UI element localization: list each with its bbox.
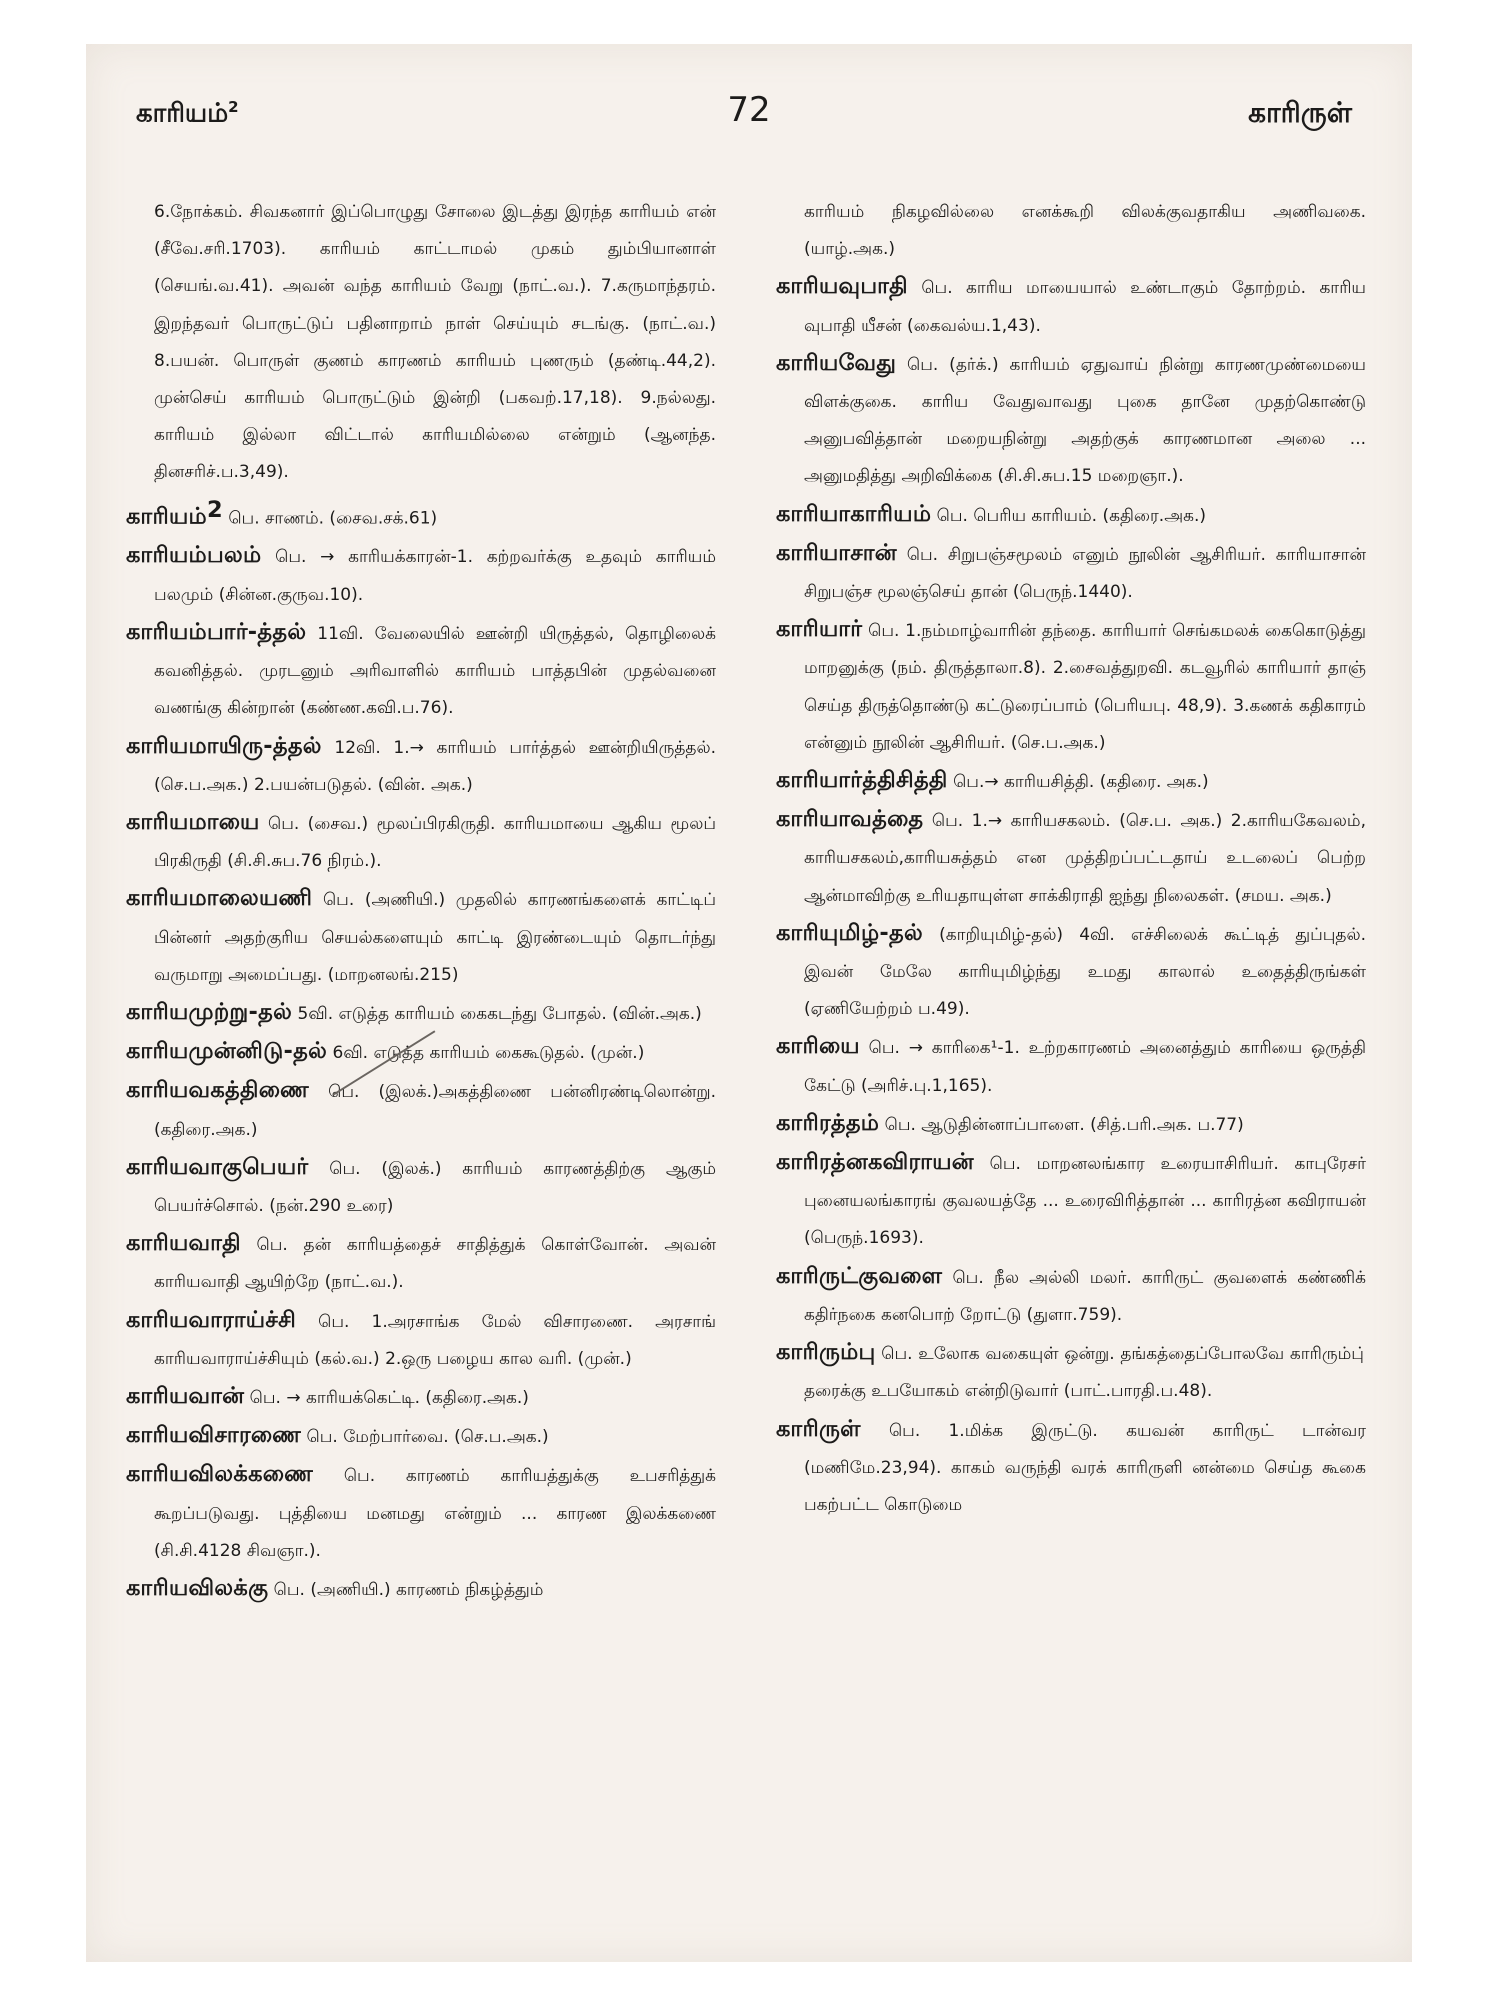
dictionary-entry bbox=[126, 728, 716, 804]
dictionary-entry bbox=[776, 1258, 1366, 1334]
definition-text: பெ. (இலக்.)அகத்திணை பன்னிரண்டிலொன்று. (கதிரை.அக.) bbox=[154, 1082, 717, 1140]
dictionary-entry bbox=[126, 994, 716, 1033]
dictionary-entry bbox=[126, 1225, 716, 1301]
dictionary-entry bbox=[126, 537, 716, 613]
dictionary-entry bbox=[776, 1411, 1366, 1525]
headword: காரியவான் bbox=[126, 1382, 245, 1409]
dictionary-entry bbox=[126, 614, 716, 728]
dictionary-entry bbox=[126, 1378, 716, 1417]
definition-text: பெ. காரணம் காரியத்துக்கு உபசரித்துக் கூறப்படுவது. புத்தியை மனமது என்றும் ... காரண இலக்கணை (சி.சி.4128 சிவஞா.). bbox=[154, 1466, 716, 1561]
definition-text: 12வி. 1.→ காரியம் பார்த்தல் ஊன்றியிருத்தல். (செ.ப.அக.) 2.பயன்படுதல். (வின். அக.) bbox=[154, 737, 717, 795]
dictionary-entry bbox=[776, 1105, 1366, 1144]
headword: காரியை bbox=[776, 1033, 860, 1060]
definition-text: பெ. (இலக்.) காரியம் காரணத்திற்கு ஆகும் பெயர்ச்சொல். (நன்.290 உரை) bbox=[154, 1158, 717, 1216]
definition-text: பெ. மாறனலங்கார உரையாசிரியர். காபுரேசர் புனையலங்காரங் குவலயத்தே ... உரைவிரித்தான் ... காரிரத்ன கவிராயன் (பெருந்.1693). bbox=[804, 1154, 1366, 1249]
dictionary-entry bbox=[126, 804, 716, 880]
dictionary-entry bbox=[776, 1028, 1366, 1104]
headword: காரிருள் bbox=[776, 1415, 861, 1442]
entry-continuation bbox=[776, 194, 1366, 268]
definition-text: பெ. (அணியி.) காரணம் நிகழ்த்தும் bbox=[273, 1579, 544, 1600]
headword: காரியவேது bbox=[776, 349, 897, 376]
definition-text: பெ. உலோக வகையுள் ஒன்று. தங்கத்தைப்போலவே காரிரும்பு் தரைக்கு உபயோகம் என்றிடுவார் (பாட்.பாரதி.ப.48). bbox=[804, 1344, 1366, 1402]
definition-text: பெ. தன் காரியத்தைச் சாதித்துக் கொள்வோன். அவன் காரியவாதி ஆயிற்றே (நாட்.வ.). bbox=[154, 1235, 717, 1293]
dictionary-entry bbox=[776, 915, 1366, 1029]
headword: காரியம் bbox=[126, 503, 207, 530]
definition-text: (காறியுமிழ்-தல்) 4வி. எச்சிலைக் கூட்டித் துப்புதல். இவன் மேலே காரியுமிழ்ந்து உமது காலால் உதைத்திருங்கள் (ஏணியேற்றம் ப.49). bbox=[804, 924, 1367, 1020]
headword: காரியாகாரியம் bbox=[776, 500, 932, 527]
definition-text: 5வி. எடுத்த காரியம் கைகடந்து போதல். (வின்.அக.) bbox=[297, 1003, 702, 1024]
definition-text: பெ. 1.அரசாங்க மேல் விசாரணை. அரசாங் காரியவாராய்ச்சியும் (கல்.வ.) 2.ஒரு பழைய கால வரி. (முன்.) bbox=[154, 1311, 717, 1369]
headword: காரியமுற்று-தல் bbox=[126, 998, 293, 1025]
header-first-word: காரியம் bbox=[136, 98, 229, 129]
headword: காரியமாலையணி bbox=[126, 885, 313, 912]
headword: காரிரும்பு bbox=[776, 1339, 876, 1366]
definition-text: பெ. ஆடுதின்னாப்பாளை. (சித்.பரி.அக. ப.77) bbox=[884, 1114, 1244, 1135]
headword: காரிருட்குவளை bbox=[776, 1262, 943, 1289]
definition-text: பெ. சாணம். (சைவ.சக்.61) bbox=[228, 508, 438, 529]
dictionary-entry bbox=[126, 1149, 716, 1225]
definition-text: காரியம் நிகழவில்லை எனக்கூறி விலக்குவதாகிய அணிவகை. (யாழ்.அக.) bbox=[804, 202, 1366, 260]
header-first-sup: 2 bbox=[228, 98, 239, 116]
definition-text: பெ. (சைவ.) மூலப்பிரகிருதி. காரியமாயை ஆகிய மூலப் பிரகிருதி (சி.சி.சுப.76 நிரம்.). bbox=[154, 813, 716, 872]
headword: காரியமாயிரு-த்தல் bbox=[126, 732, 322, 759]
headword: காரியம்பலம் bbox=[126, 542, 262, 569]
dictionary-entry bbox=[776, 345, 1366, 496]
definition-text: பெ.→ காரியசித்தி. (கதிரை. அக.) bbox=[953, 772, 1209, 793]
dictionary-entry bbox=[126, 1302, 716, 1378]
dictionary-entry bbox=[776, 1334, 1366, 1410]
headword: காரியவாராய்ச்சி bbox=[126, 1306, 297, 1333]
definition-text: 6.நோக்கம். சிவகனார் இப்பொழுது சோலை இடத்து இரந்த காரியம் என் (சீவே.சரி.1703). காரியம் காட்டாமல் முகம் தும்பியானாள் (செயங்.வ.41). அவன் வந்த காரியம் வேறு (நாட்.வ.). 7.கருமாந்தரம். இறந்தவர் பொருட்டுப் பதினாறாம் நாள் செய்யும் சடங்கு. (நாட்.வ.) 8.பயன். பொருள் குணம் காரணம் காரியம் புணரும் (தண்டி.44,2). முன்செய் காரியம் பொருட்டும் இன்றி (பகவற்.17,18). 9.நல்லது. காரியம் இல்லா விட்டால் காரியமில்லை என்றும் (ஆனந்த. தினசரிச்.ப.3,49). bbox=[154, 202, 716, 483]
headword: காரியவிலக்கு bbox=[126, 1574, 269, 1601]
headword-superscript: 2 bbox=[206, 496, 223, 523]
headword: காரியவிசாரணை bbox=[126, 1422, 302, 1449]
definition-text: பெ. → காரிகை¹-1. உற்றகாரணம் அனைத்தும் காரியை ஒருத்தி கேட்டு (அரிச்.பு.1,165). bbox=[804, 1038, 1367, 1096]
definition-text: பெ. மேற்பார்வை. (செ.ப.அக.) bbox=[306, 1427, 549, 1448]
header-last-entry: காரிருள் bbox=[1248, 96, 1352, 129]
dictionary-entry bbox=[126, 1456, 716, 1570]
headword: காரியவிலக்கணை bbox=[126, 1461, 314, 1488]
left-column bbox=[126, 194, 716, 1609]
dictionary-entry bbox=[776, 762, 1366, 801]
definition-text: பெ. சிறுபஞ்சமூலம் எனும் நூலின் ஆசிரியர். காரியாசான் சிறுபஞ்ச மூலஞ்செய் தான் (பெருந்.1440). bbox=[804, 544, 1366, 603]
headword: காரியமாயை bbox=[126, 808, 260, 835]
dictionary-entry bbox=[126, 880, 716, 994]
definition-text: பெ. பெரிய காரியம். (கதிரை.அக.) bbox=[936, 505, 1206, 526]
headword: காரியம்பார்-த்தல் bbox=[126, 618, 307, 645]
headword: காரிரத்தம் bbox=[776, 1109, 880, 1136]
definition-text: பெ. (தர்க்.) காரியம் ஏதுவாய் நின்று காரணமுண்மையை விளக்குகை. காரிய வேதுவாவது புகை தானே முதற்கொண்டு அனுபவித்தான் மறையநின்று அதற்குக் காரணமான அலை ... அனுமதித்து அறிவிக்கை (சி.சி.சுப.15 மறைஞா.). bbox=[804, 354, 1366, 487]
definition-text: பெ. → காரியக்கெட்டி. (கதிரை.அக.) bbox=[249, 1387, 529, 1408]
dictionary-entry bbox=[126, 1570, 716, 1609]
definition-text: பெ. நீல அல்லி மலர். காரிருட் குவளைக் கண்ணிக் கதிர்நகை கனபொற் றோட்டு (துளா.759). bbox=[804, 1267, 1367, 1325]
headword: காரியார்த்திசித்தி bbox=[776, 767, 948, 794]
dictionary-entry bbox=[126, 1072, 716, 1148]
entry-continuation bbox=[126, 194, 716, 492]
headword: காரியார் bbox=[776, 616, 863, 643]
definition-text: பெ. 1.நம்மாழ்வாரின் தந்தை. காரியார் செங்கமலக் கைகொடுத்து மாறனுக்கு (நம். திருத்தாலா.8). 2.சைவத்துறவி. கடவூரில் காரியார் தாஞ் செய்த திருத்தொண்டு கட்டுரைப்பாம் (பெரியபு. 48,9). 3.கணக் கதிகாரம் என்னும் நூலின் ஆசிரியர். (செ.ப.அக.) bbox=[804, 621, 1366, 753]
definition-text: பெ. 1.மிக்க இருட்டு. கயவன் காரிருட் டான்வர (மணிமே.23,94). காகம் வருந்தி வரக் காரிருளி னன்மை செய்த கூகை பகற்பட்ட கொடுமை bbox=[804, 1420, 1366, 1515]
headword: காரியவகத்திணை bbox=[126, 1077, 309, 1104]
definition-text: பெ. → காரியக்காரன்-1. கற்றவர்க்கு உதவும் காரியம் பலமும் (சின்ன.குருவ.10). bbox=[154, 547, 716, 605]
page-header bbox=[86, 90, 1412, 150]
headword: காரியமுன்னிடு-தல் bbox=[126, 1038, 328, 1065]
dictionary-entry bbox=[126, 1417, 716, 1456]
dictionary-entry bbox=[776, 268, 1366, 344]
headword: காரியாவத்தை bbox=[776, 806, 924, 833]
definition-text: பெ. (அணியி.) முதலில் காரணங்களைக் காட்டிப் பின்னர் அதற்குரிய செயல்களையும் காட்டி இரண்டையும் தொடர்ந்து வருமாறு அமைப்பது. (மாறனலங்.215) bbox=[154, 890, 716, 985]
dictionary-entry bbox=[776, 801, 1366, 915]
definition-text: 11வி. வேலையில் ஊன்றி யிருத்தல், தொழிலைக் கவனித்தல். முரடனும் அரிவாளில் காரியம் பாத்தபின் முதல்வனை வணங்கு கின்றான் (கண்ண.கவி.ப.76). bbox=[154, 623, 716, 719]
right-column bbox=[776, 194, 1366, 1524]
definition-text: பெ. காரிய மாயையால் உண்டாகும் தோற்றம். காரிய வுபாதி யீசன் (கைவல்ய.1,43). bbox=[804, 278, 1367, 336]
dictionary-page bbox=[86, 44, 1412, 1962]
headword: காரியவாதி bbox=[126, 1230, 241, 1257]
headword: காரிரத்னகவிராயன் bbox=[776, 1149, 974, 1176]
dictionary-entry bbox=[776, 535, 1366, 611]
headword: காரியுமிழ்-தல் bbox=[776, 919, 923, 946]
headword: காரியாசான் bbox=[776, 539, 897, 566]
definition-text: பெ. 1.→ காரியசகலம். (செ.ப. அக.) 2.காரியகேவலம், காரியசகலம்,காரியசுத்தம் என முத்திறப்பட்டதாய் உடலைப் பெற்ற ஆன்மாவிற்கு உரியதாயுள்ள சாக்கிராதி ஐந்து நிலைகள். (சமய. அக.) bbox=[804, 811, 1366, 906]
dictionary-entry bbox=[776, 496, 1366, 535]
dictionary-entry bbox=[776, 611, 1366, 762]
definition-text: 6வி. எடுத்த காரியம் கைகூடுதல். (முன்.) bbox=[332, 1043, 645, 1064]
headword: காரியவுபாதி bbox=[776, 273, 908, 300]
headword: காரியவாகுபெயர் bbox=[126, 1153, 309, 1180]
dictionary-entry bbox=[126, 492, 716, 538]
page-number: 72 bbox=[727, 90, 771, 130]
dictionary-entry bbox=[776, 1144, 1366, 1258]
